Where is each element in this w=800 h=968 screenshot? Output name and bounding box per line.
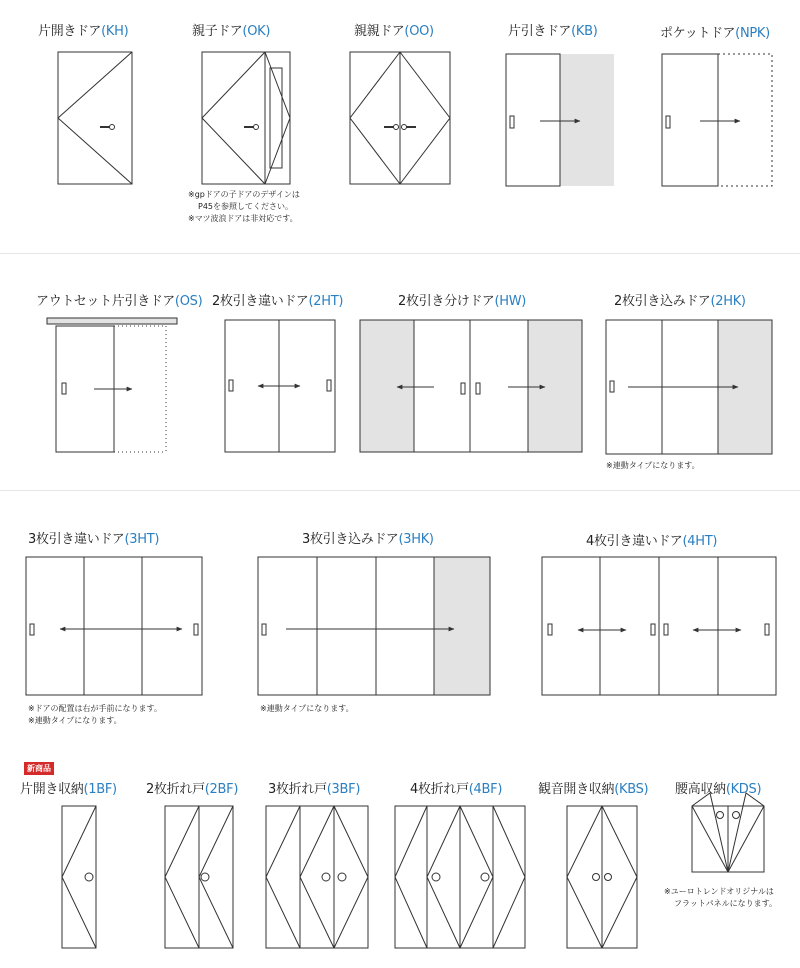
title-kb: 片引きドア(KB)	[508, 24, 598, 39]
note-kds: ※ユーロトレンドオリジナルは フラットパネルになります。	[664, 887, 778, 908]
title-4ht: 4枚引き違いドア(4HT)	[586, 534, 718, 549]
door-3hk	[258, 557, 490, 695]
title-1bf: 片開き収納(1BF)	[20, 782, 117, 797]
title-kds: 腰高収納(KDS)	[675, 782, 762, 797]
title-npk: ポケットドア(NPK)	[660, 26, 770, 41]
title-3bf: 3枚折れ戸(3BF)	[268, 782, 361, 797]
note-3hk: ※連動タイプになります。	[260, 704, 354, 713]
door-kbs	[567, 806, 637, 948]
note-3ht: ※ドアの配置は右が手前になります。 ※連動タイプになります。	[28, 704, 162, 725]
note-ok: ※gpドアの子ドアのデザインは P45を参照してください。 ※マツ波浪ドアは非対応です。	[188, 190, 300, 223]
note-2hk: ※連動タイプになります。	[606, 461, 700, 470]
door-kds	[692, 793, 764, 872]
title-os: アウトセット片引きドア(OS)	[36, 294, 203, 309]
door-4bf	[395, 806, 525, 948]
door-1bf	[62, 806, 96, 948]
door-hw	[360, 320, 582, 452]
door-4ht	[542, 557, 776, 695]
door-2hk	[606, 320, 772, 454]
title-kh: 片開きドア(KH)	[38, 24, 129, 39]
door-2ht	[225, 320, 335, 452]
title-oo: 親親ドア(OO)	[354, 24, 434, 39]
new-product-badge: 新商品	[24, 762, 54, 775]
door-oo	[350, 52, 450, 184]
title-2bf: 2枚折れ戸(2BF)	[146, 782, 239, 797]
title-ok: 親子ドア(OK)	[192, 24, 271, 39]
door-os	[47, 318, 177, 452]
door-3bf	[266, 806, 368, 948]
title-3ht: 3枚引き違いドア(3HT)	[28, 532, 160, 547]
title-3hk: 3枚引き込みドア(3HK)	[302, 532, 434, 547]
door-npk	[662, 54, 772, 186]
title-2hk: 2枚引き込みドア(2HK)	[614, 294, 746, 309]
door-3ht	[26, 557, 202, 695]
title-4bf: 4枚折れ戸(4BF)	[410, 782, 503, 797]
door-ok	[202, 52, 290, 184]
title-kbs: 観音開き収納(KBS)	[538, 782, 649, 797]
title-2ht: 2枚引き違いドア(2HT)	[212, 294, 344, 309]
door-kh	[58, 52, 132, 184]
door-2bf	[165, 806, 233, 948]
door-kb	[506, 54, 614, 186]
title-hw: 2枚引き分けドア(HW)	[398, 294, 527, 309]
